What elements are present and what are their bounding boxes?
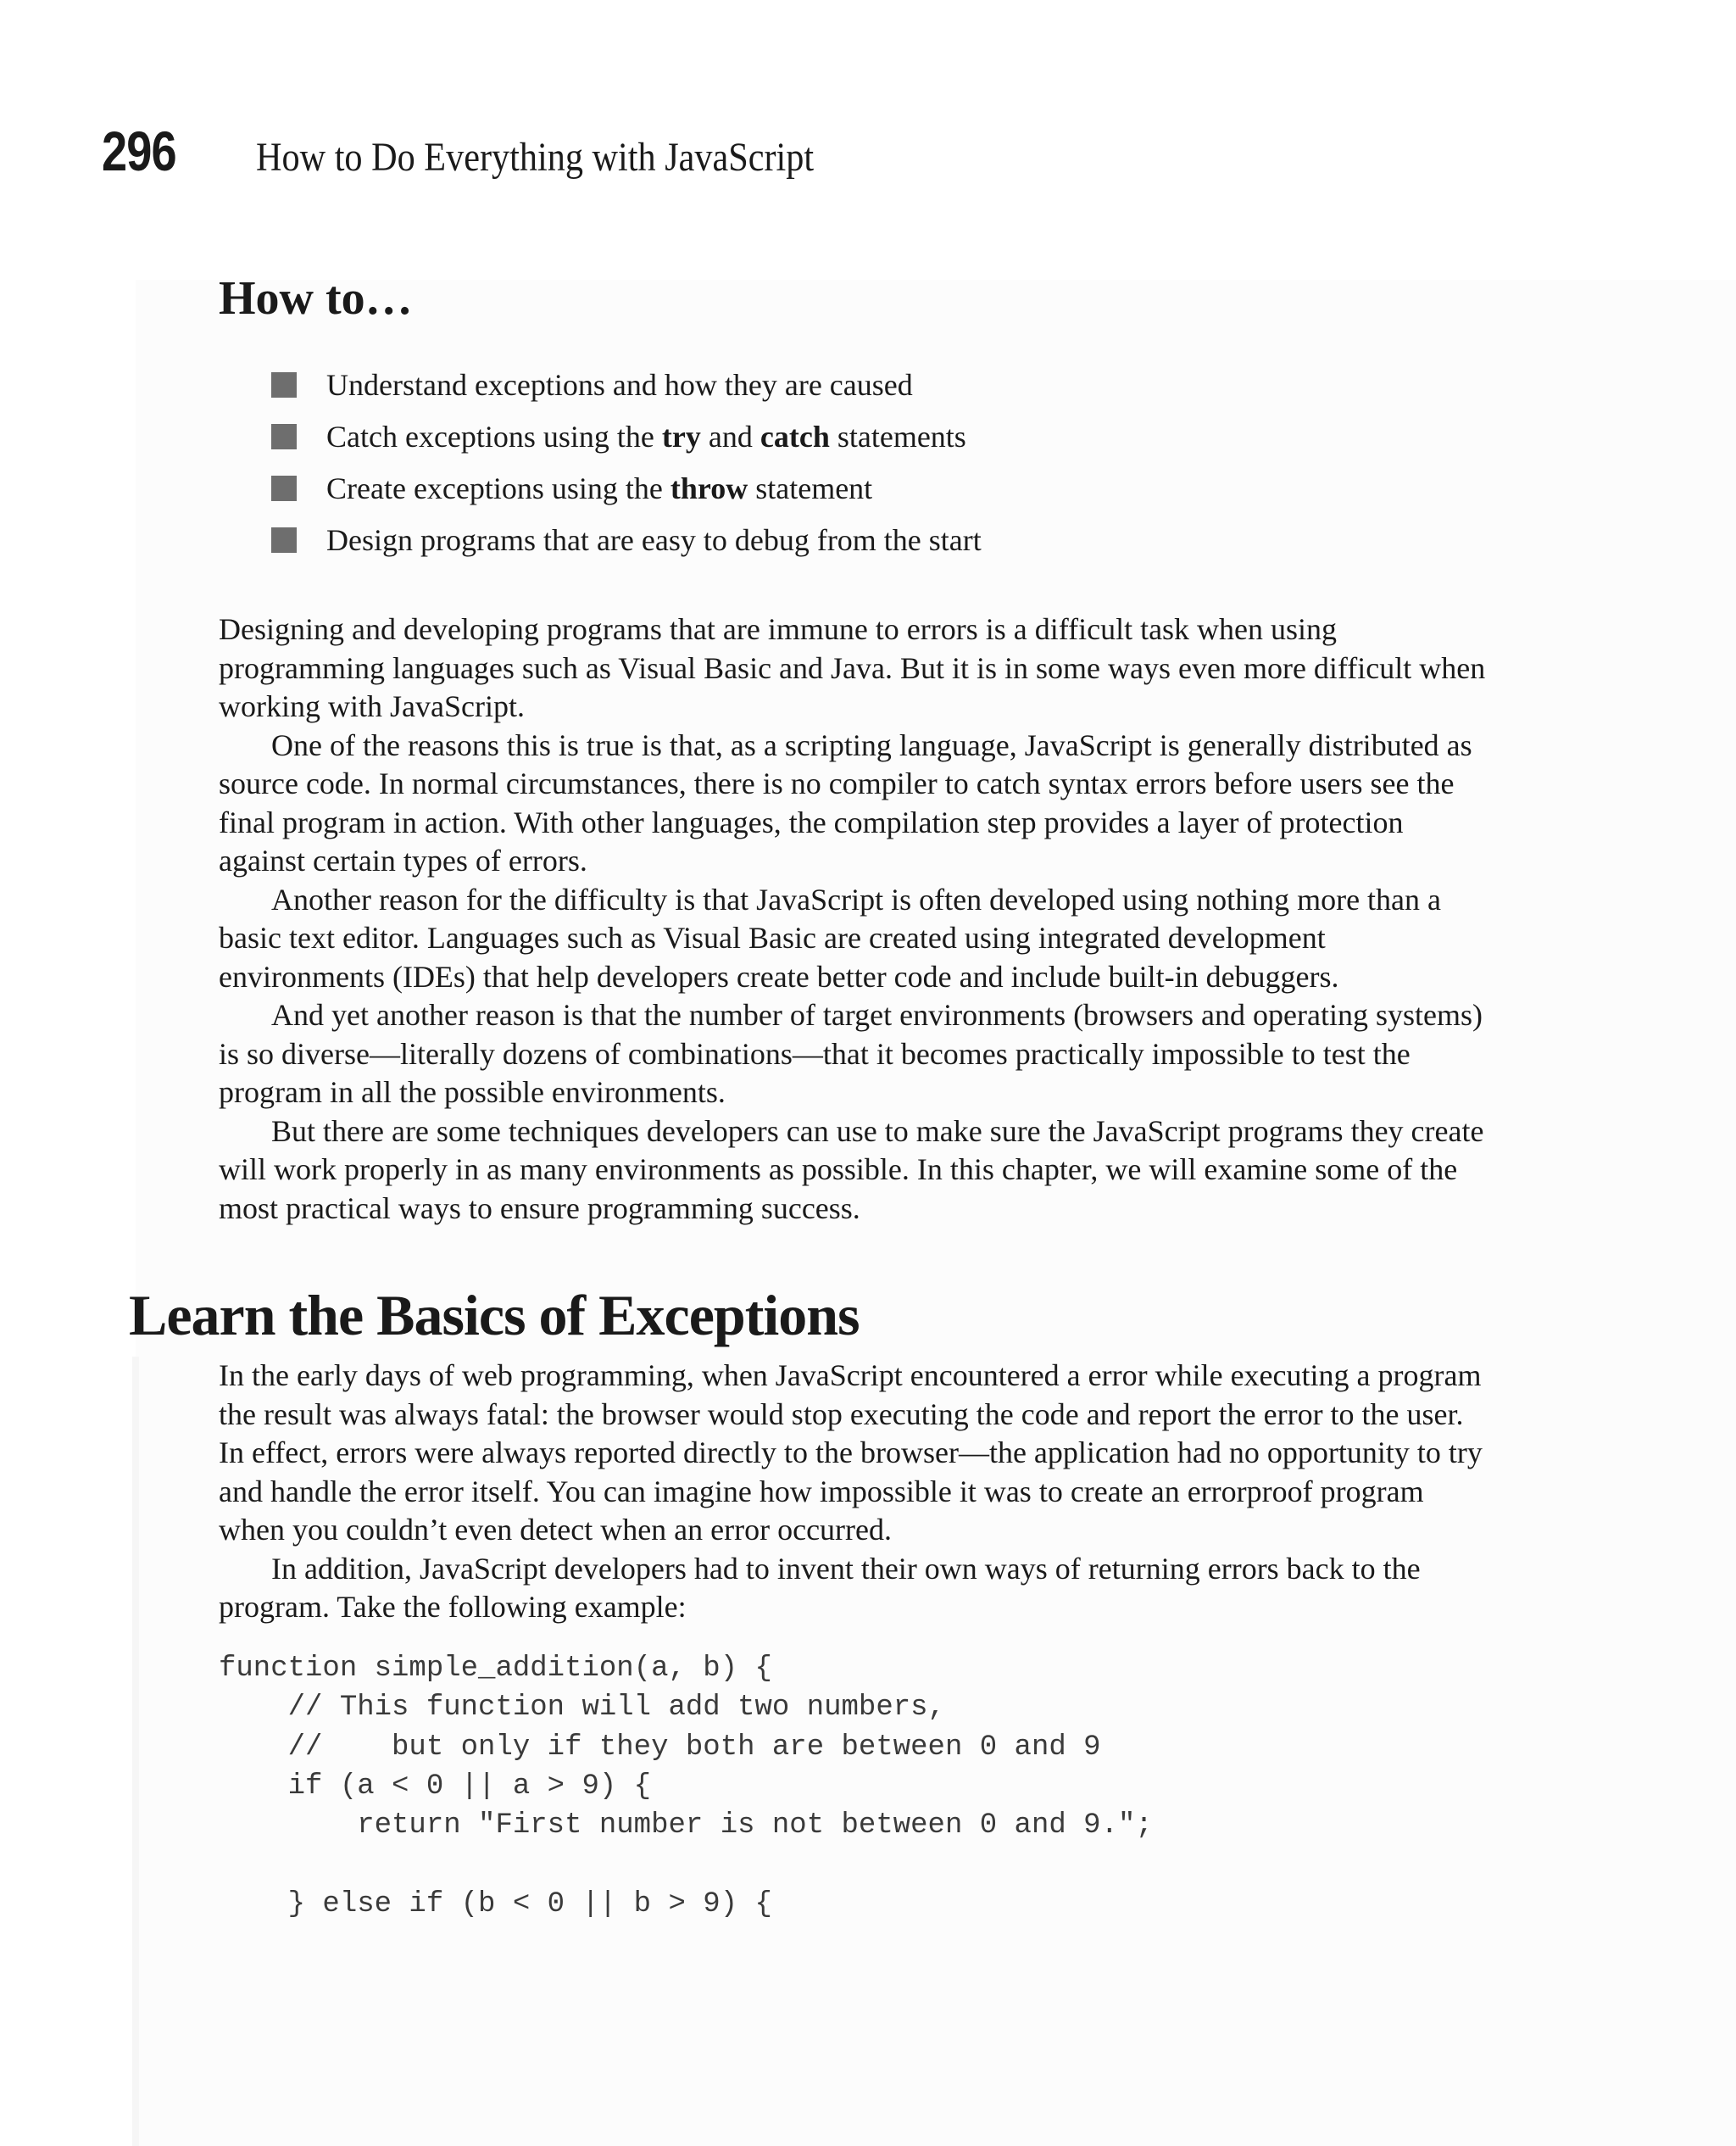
- code-line: // but only if they both are between 0 and 9: [219, 1731, 1101, 1764]
- item-text: statements: [829, 420, 966, 454]
- code-line: [219, 1845, 1153, 1884]
- square-bullet-icon: [271, 476, 297, 501]
- item-text: Understand exceptions and how they are caused: [326, 368, 913, 402]
- keyword-text: throw: [670, 471, 748, 505]
- page-shading-edge: [132, 1357, 139, 2146]
- howto-list: [271, 360, 982, 566]
- keyword-text: try: [661, 420, 701, 454]
- section-heading: Learn the Basics of Exceptions: [129, 1283, 860, 1347]
- code-line: function simple_addition(a, b) {: [219, 1653, 772, 1685]
- paragraph: Another reason for the difficulty is that JavaScript is often developed using nothing more than a basic text editor. Languages such as Visual Basic are created using integrated development environments (IDEs) that help developers create better code and include built-in debuggers.: [219, 882, 1442, 994]
- paragraph: But there are some techniques developers can use to make sure the JavaScript programs they create will work properly in as many environments as possible. In this chapter, we will examine some of the most practical ways to ensure programming success.: [219, 1113, 1484, 1225]
- item-text: Catch exceptions using the: [326, 420, 662, 454]
- paragraph: Designing and developing programs that are immune to errors is a difficult task when using programming languages such as Visual Basic and Java. But it is in some ways even more difficult when working with JavaScript.: [219, 612, 1486, 723]
- code-line: return "First number is not between 0 and 9.";: [219, 1809, 1153, 1842]
- running-head: [102, 119, 890, 195]
- book-title: How to Do Everything with JavaScript: [256, 135, 815, 180]
- square-bullet-icon: [271, 527, 297, 553]
- howto-heading: How to…: [219, 272, 413, 325]
- item-text: Create exceptions using the: [326, 471, 670, 505]
- item-text: Design programs that are easy to debug from the start: [326, 523, 982, 557]
- intro-text: [219, 610, 1490, 1228]
- paragraph: In addition, JavaScript developers had to invent their own ways of returning errors back to the program. Take the following example:: [219, 1551, 1421, 1624]
- paragraph: One of the reasons this is true is that, as a scripting language, JavaScript is generally distributed as source code. In normal circumstances, there is no compiler to catch syntax errors before users see the final program in action. With other languages, the compilation step provides a layer of protection against certain types of errors.: [219, 727, 1472, 878]
- square-bullet-icon: [271, 424, 297, 449]
- paragraph: And yet another reason is that the number of target environments (browsers and operating systems) is so diverse—literally dozens of combinations—that it becomes practically impossible to test the program in all the possible environments.: [219, 998, 1483, 1109]
- howto-item: [271, 360, 982, 411]
- code-line: // This function will add two numbers,: [219, 1692, 945, 1725]
- howto-item: [271, 411, 982, 463]
- item-text: and: [700, 420, 760, 454]
- item-text: statement: [748, 471, 873, 505]
- page-number: 296: [102, 120, 176, 182]
- section-body-text: [219, 1357, 1490, 1627]
- paragraph: In the early days of web programming, when JavaScript encountered a error while executing a program the result was always fatal: the browser would stop executing the code and report the error to the user. In effect, errors were always reported directly to the browser—the application had no opportunity to try and handle the error itself. You can imagine how impossible it was to create an errorproof program when you couldn’t even detect when an error occurred.: [219, 1358, 1483, 1547]
- code-line: } else if (b < 0 || b > 9) {: [219, 1887, 772, 1920]
- code-listing: [219, 1649, 1153, 1924]
- code-line: if (a < 0 || a > 9) {: [219, 1770, 652, 1803]
- howto-item: [271, 515, 982, 566]
- howto-item: [271, 463, 982, 515]
- square-bullet-icon: [271, 372, 297, 398]
- keyword-text: catch: [760, 420, 830, 454]
